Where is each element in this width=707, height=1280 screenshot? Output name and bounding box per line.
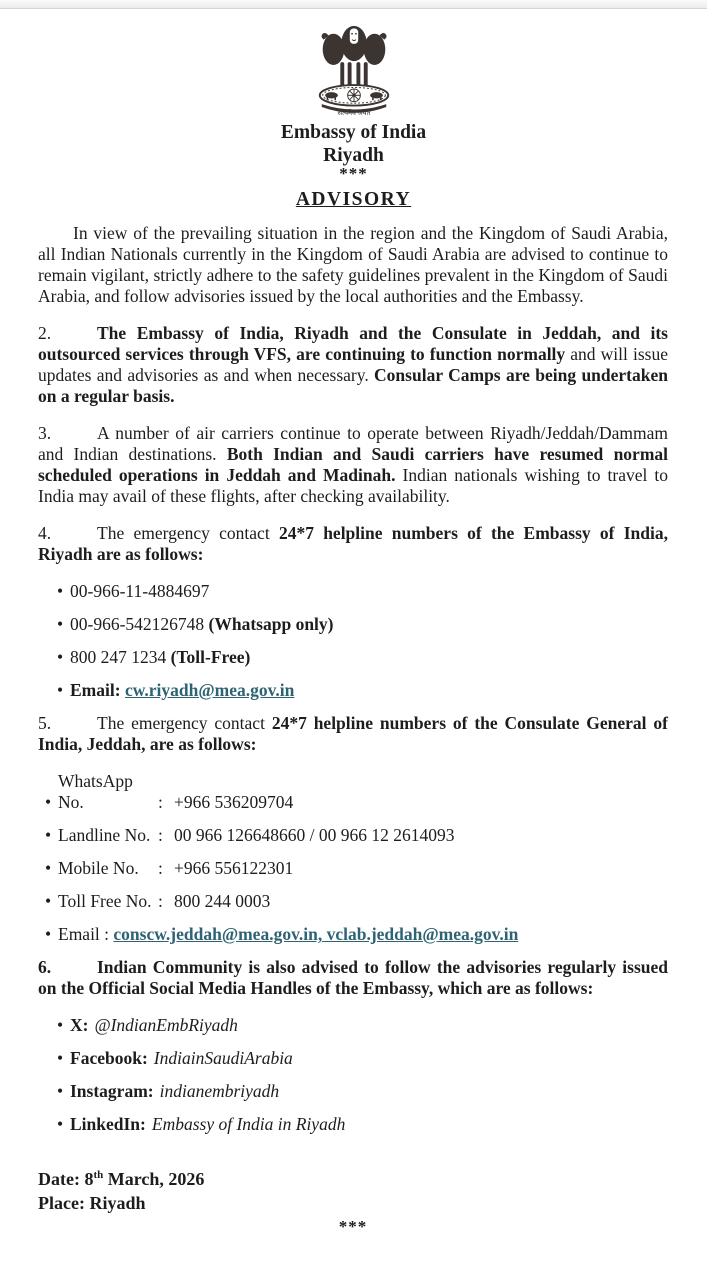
paragraph-number: 3. [38,423,52,443]
bullet-icon: • [45,924,52,944]
contact-label: Toll Free No. [58,891,152,911]
phone-note: (Whatsapp only) [208,614,334,634]
email-label: Email : [58,924,114,944]
contact-label: Mobile No. [58,858,139,878]
text-run-bold: 24*7 helpline numbers of the Consulate General of India, Jeddah, are as follows: [38,713,668,754]
text-run: Indian nationals wishing to travel to India may avail of these flights, after checking availability. [38,465,668,506]
social-platform-x: X: [70,1015,89,1035]
text-run: A number of air carriers continue to operate between Riyadh/Jeddah/Dammam and Indian destinations. [38,423,668,464]
contact-value: 00 966 126648660 / 00 966 12 2614093 [174,825,455,845]
bullet-icon: • [57,647,64,667]
lion-capital-icon [310,13,398,117]
jeddah-helpline-list [38,771,668,945]
text-run-bold: Indian Community is also advised to follow the advisories regularly issued on the Official Social Media Handles of the Embassy, which are as follows: [38,957,668,998]
page-title: ADVISORY [295,189,412,210]
text-run: The emergency contact [97,523,279,543]
bullet-icon: • [45,858,52,878]
date-ordinal: th [93,1169,104,1181]
social-platform-facebook: Facebook: [70,1048,148,1068]
paragraph-5-heading [38,713,668,755]
document-body [0,211,707,1237]
phone-number: 00-966-11-4884697 [70,581,210,601]
phone-number: 00-966-542126748 [70,614,209,634]
social-handle: @IndianEmbRiyadh [94,1015,238,1035]
place-line: Place: Riyadh [38,1193,146,1213]
social-platform-linkedin: LinkedIn: [70,1114,146,1134]
paragraph-4-heading [38,523,668,565]
contact-label: Landline No. [58,825,151,845]
social-row [57,1081,668,1102]
social-row [57,1114,668,1135]
list-item [57,614,668,635]
motto-text: सत्यमेव जयते [336,109,371,117]
social-platform-instagram: Instagram: [70,1081,154,1101]
india-national-emblem [0,13,707,117]
social-handle: IndiainSaudiArabia [153,1048,293,1068]
paragraph-2 [38,323,668,407]
text-run: The emergency contact [97,713,272,733]
text-run-bold: Both Indian and Saudi carriers have resumed normal scheduled operations in Jeddah and Madinah. [38,444,669,485]
contact-separator: : [158,891,163,911]
bullet-icon: • [57,680,64,700]
date-text: March, 2026 [103,1169,205,1189]
contact-row [45,825,668,846]
signature-block [38,1163,668,1215]
end-mark: *** [338,1217,368,1236]
text-run-bold: Consular Camps are being undertaken on a regular basis. [38,365,668,406]
contact-separator: : [158,792,163,812]
list-item [57,647,668,668]
bullet-icon: • [45,891,52,911]
jeddah-email-links[interactable]: conscw.jeddah@mea.gov.in, vclab.jeddah@mea.gov.in [113,924,519,944]
paragraph-number: 6. [38,957,52,977]
text-run-bold: 24*7 helpline numbers of the Embassy of India, Riyadh are as follows: [38,523,668,564]
paragraph-number: 2. [38,323,52,343]
page-top-edge [0,0,707,9]
bullet-icon: • [57,614,64,634]
bullet-icon: • [45,792,52,812]
contact-value: 800 244 0003 [174,891,271,911]
text-run: In view of the prevailing situation in the region and the Kingdom of Saudi Arabia, all Indian Nationals currently in the Kingdom of Saudi Arabia are advised to continue to remain vigilant, strictly adhere to the safety guidelines prevalent in the Kingdom of Saudi Arabia, and follow advisories issued by the local authorities and the Embassy. [38,223,668,306]
riyadh-email-link[interactable]: cw.riyadh@mea.gov.in [124,680,295,700]
contact-label: WhatsApp No. [58,771,133,812]
contact-value: +966 536209704 [174,792,294,812]
bullet-icon: • [57,581,64,601]
list-item [57,680,668,701]
phone-note: (Toll-Free) [170,647,251,667]
paragraph-6-heading [38,957,668,999]
contact-separator: : [158,825,163,845]
riyadh-helpline-list [38,581,668,701]
bullet-icon: • [57,1048,64,1068]
contact-value: +966 556122301 [174,858,294,878]
social-row [57,1048,668,1069]
contact-row [45,924,668,945]
paragraph-number: 5. [38,713,52,733]
contact-row [45,858,668,879]
paragraph-1 [38,223,668,307]
text-run-bold: The Embassy of India, Riyadh and the Consulate in Jeddah, and its outsourced services through VFS, are continuing to function normally [38,323,668,364]
paragraph-number: 4. [38,523,52,543]
text-run: and will issue updates and advisories as and when necessary. [38,344,668,385]
stars-separator: *** [339,164,368,183]
bullet-icon: • [57,1081,64,1101]
contact-separator: : [158,858,163,878]
org-name: Embassy of India [280,122,427,143]
list-item [57,581,668,602]
social-row [57,1015,668,1036]
email-label: Email: [70,680,125,700]
social-media-list [38,1015,668,1135]
bullet-icon: • [45,825,52,845]
date-text: Date: 8 [38,1169,94,1189]
contact-row [45,771,668,813]
social-handle: indianembriyadh [159,1081,280,1101]
contact-row [45,891,668,912]
org-city: Riyadh [323,145,384,166]
phone-number: 800 247 1234 [70,647,171,667]
bullet-icon: • [57,1015,64,1035]
bullet-icon: • [57,1114,64,1134]
date-line [38,1163,668,1191]
document-header [0,9,707,211]
paragraph-3 [38,423,668,507]
social-handle: Embassy of India in Riyadh [151,1114,346,1134]
